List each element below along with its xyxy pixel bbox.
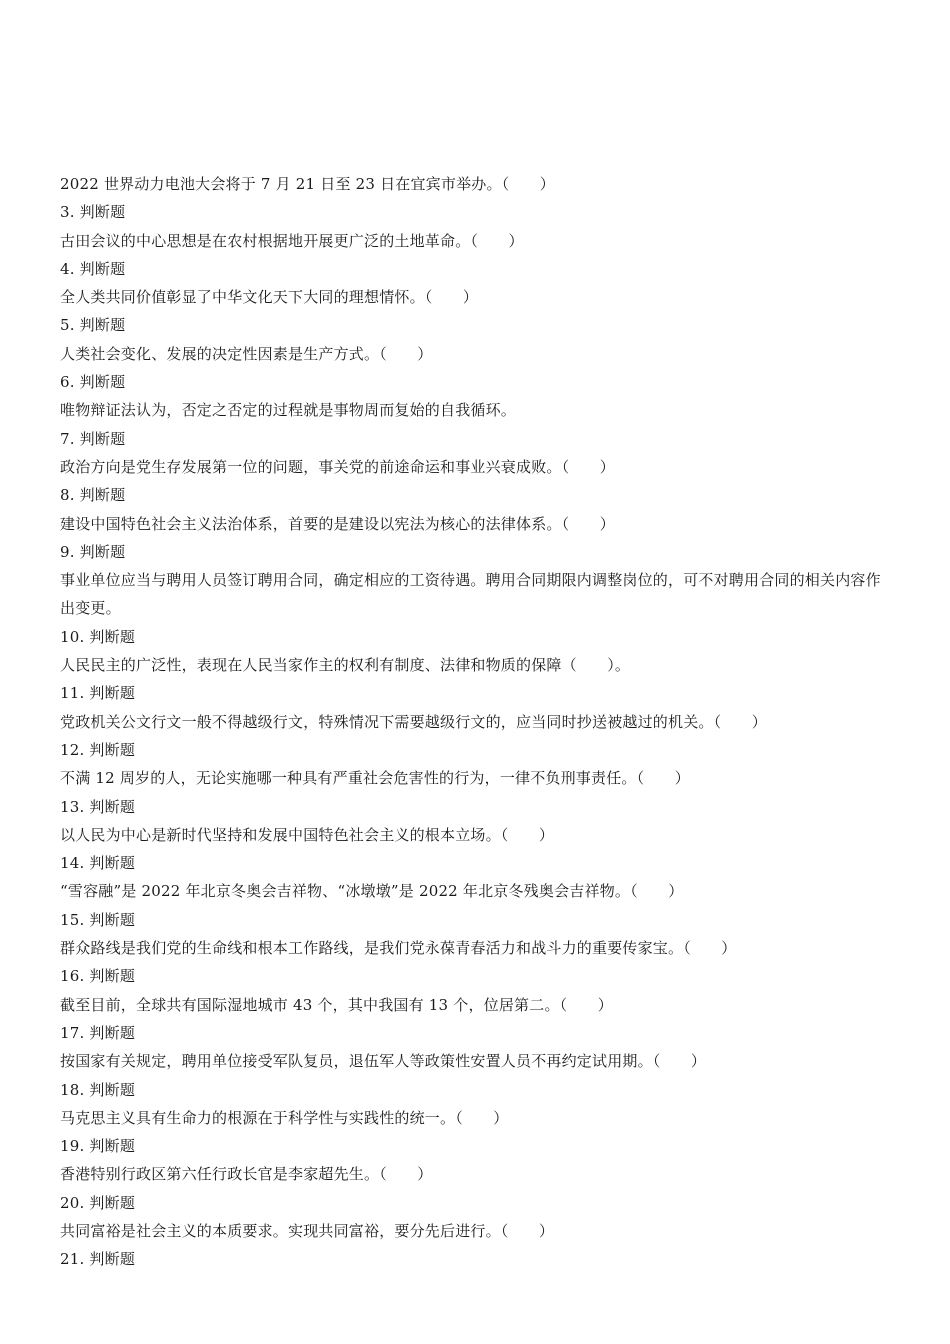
- intro-statement: 2022 世界动力电池大会将于 7 月 21 日至 23 日在宜宾市举办。（ ）: [60, 175, 555, 193]
- question-heading: 14. 判断题: [60, 854, 136, 873]
- question-statement: 全人类共同价值彰显了中华文化天下大同的理想情怀。（ ）: [60, 288, 479, 307]
- question-statement: 按国家有关规定，聘用单位接受军队复员，退伍军人等政策性安置人员不再约定试用期。（ ）: [60, 1052, 707, 1071]
- question-statement: 群众路线是我们党的生命线和根本工作路线，是我们党永葆青春活力和战斗力的重要传家宝。（ ）: [60, 939, 737, 958]
- question-heading: 9. 判断题: [60, 542, 126, 561]
- question-heading: 19. 判断题: [60, 1137, 136, 1156]
- document-page: [60, 170, 890, 1274]
- question-statement: 以人民为中心是新时代坚持和发展中国特色社会主义的根本立场。（ ）: [60, 825, 555, 844]
- question-statement: 人民民主的广泛性，表现在人民当家作主的权利有制度、法律和物质的保障（ ）。: [60, 656, 631, 675]
- question-statement: 政治方向是党生存发展第一位的问题，事关党的前途命运和事业兴衰成败。（ ）: [60, 457, 615, 476]
- question-heading: 6. 判断题: [60, 373, 126, 392]
- question-heading: 11. 判断题: [60, 684, 136, 703]
- question-statement: 党政机关公文行文一般不得越级行文，特殊情况下需要越级行文的，应当同时抄送被越过的机关。（ ）: [60, 712, 767, 731]
- question-heading: 13. 判断题: [60, 797, 136, 816]
- question-heading: 8. 判断题: [60, 486, 126, 505]
- question-statement: 香港特别行政区第六任行政长官是李家超先生。（ ）: [60, 1165, 433, 1184]
- question-heading: 3. 判断题: [60, 203, 126, 222]
- question-heading: 18. 判断题: [60, 1080, 136, 1099]
- question-heading: 10. 判断题: [60, 627, 136, 646]
- question-heading: 12. 判断题: [60, 740, 136, 759]
- question-statement: 截至目前，全球共有国际湿地城市 43 个，其中我国有 13 个，位居第二。（ ）: [60, 995, 613, 1014]
- question-heading: 7. 判断题: [60, 429, 126, 448]
- question-statement: 建设中国特色社会主义法治体系，首要的是建设以宪法为核心的法律体系。（ ）: [60, 514, 615, 533]
- question-statement: 古田会议的中心思想是在农村根据地开展更广泛的土地革命。（ ）: [60, 231, 524, 250]
- question-statement: 不满 12 周岁的人，无论实施哪一种具有严重社会危害性的行为，一律不负刑事责任。（ ）: [60, 769, 690, 788]
- question-statement: 事业单位应当与聘用人员签订聘用合同，确定相应的工资待遇。聘用合同期限内调整岗位的，可不对聘用合同的相关内容作出变更。: [60, 571, 881, 618]
- question-heading: 20. 判断题: [60, 1193, 136, 1212]
- question-statement: 马克思主义具有生命力的根源在于科学性与实践性的统一。（ ）: [60, 1108, 509, 1127]
- question-heading: 5. 判断题: [60, 316, 126, 335]
- question-statement: 共同富裕是社会主义的本质要求。实现共同富裕，要分先后进行。（ ）: [60, 1221, 555, 1240]
- trailing-question-heading: 21. 判断题: [60, 1250, 136, 1269]
- question-heading: 17. 判断题: [60, 1023, 136, 1042]
- question-heading: 4. 判断题: [60, 259, 126, 278]
- question-statement: 唯物辩证法认为，否定之否定的过程就是事物周而复始的自我循环。: [60, 401, 517, 420]
- question-heading: 16. 判断题: [60, 967, 136, 986]
- question-heading: 15. 判断题: [60, 910, 136, 929]
- question-statement: 人类社会变化、发展的决定性因素是生产方式。（ ）: [60, 344, 433, 363]
- question-statement: “雪容融”是 2022 年北京冬奥会吉祥物、“冰墩墩”是 2022 年北京冬残奥会吉祥物。（ ）: [60, 882, 684, 901]
